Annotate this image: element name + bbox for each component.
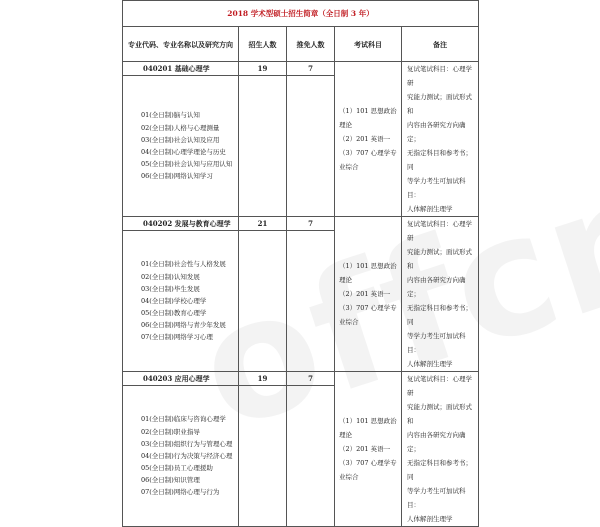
major-row: [123, 62, 479, 76]
research-directions: [123, 386, 239, 527]
header-enroll: 招生人数: [239, 27, 287, 62]
major-row: [123, 372, 479, 386]
direction-item: 01(全日制)社会性与人格发展: [141, 260, 226, 269]
exam-line: （2）201 英语一: [339, 445, 391, 453]
remark-line: 究能力测试；面试形式和: [407, 403, 472, 425]
direction-item: 01(全日制)脑与认知: [141, 111, 200, 120]
remarks: [402, 62, 479, 217]
empty-cell: [287, 231, 335, 372]
admissions-table: [122, 0, 479, 527]
major-name: 040201 基础心理学: [123, 62, 239, 76]
exam-line: 理论: [339, 121, 352, 129]
enroll-count: 21: [239, 217, 287, 231]
exam-line: （3）707 心理学专: [339, 459, 397, 467]
header-exam: 考试科目: [335, 27, 402, 62]
remark-line: 复试笔试科目：心理学研: [407, 220, 472, 242]
empty-cell: [287, 76, 335, 217]
remarks: [402, 372, 479, 527]
exam-line: 理论: [339, 276, 352, 284]
remark-line: 等学力考生可加试科目：: [407, 487, 466, 509]
exam-subjects: [335, 372, 402, 527]
exam-line: （3）707 心理学专: [339, 149, 397, 157]
exempt-count: 7: [287, 217, 335, 231]
direction-item: 02(全日制)职业指导: [141, 427, 200, 436]
exempt-count: 7: [287, 62, 335, 76]
direction-item: 02(全日制)认知发展: [141, 272, 200, 281]
direction-item: 01(全日制)临床与咨询心理学: [141, 415, 226, 424]
empty-cell: [239, 231, 287, 372]
header-exempt: 推免人数: [287, 27, 335, 62]
direction-item: 05(全日制)员工心理援助: [141, 464, 213, 473]
direction-item: 06(全日制)网络认知学习: [141, 172, 213, 181]
remark-line: 人体解剖生理学: [407, 515, 453, 523]
exam-line: 业综合: [339, 318, 359, 326]
exam-line: 理论: [339, 431, 352, 439]
major-name: 040203 应用心理学: [123, 372, 239, 386]
remark-line: 等学力考生可加试科目：: [407, 332, 466, 354]
empty-cell: [287, 386, 335, 527]
remark-line: 究能力测试；面试形式和: [407, 248, 472, 270]
direction-item: 07(全日制)网络学习心理: [141, 333, 213, 342]
exam-line: （2）201 英语一: [339, 290, 391, 298]
exam-subjects: [335, 217, 402, 372]
remark-line: 等学力考生可加试科目：: [407, 177, 466, 199]
direction-item: 06(全日制)知识管理: [141, 476, 200, 485]
major-row: [123, 217, 479, 231]
exam-line: （2）201 英语一: [339, 135, 391, 143]
empty-cell: [239, 386, 287, 527]
remark-line: 无指定科目和参考书；同: [407, 459, 472, 481]
header-major: 专业代码、专业名称以及研究方向: [123, 27, 239, 62]
remarks: [402, 217, 479, 372]
research-directions: [123, 76, 239, 217]
header-note: 备注: [402, 27, 479, 62]
empty-cell: [239, 76, 287, 217]
table-title: 2018 学术型硕士招生简章（全日制 3 年）: [123, 1, 479, 27]
direction-item: 04(全日制)学校心理学: [141, 296, 207, 305]
exam-line: 业综合: [339, 163, 359, 171]
direction-item: 03(全日制)社会认知及应用: [141, 135, 220, 144]
remark-line: 无指定科目和参考书；同: [407, 304, 472, 326]
remark-line: 内容由各研究方向确定；: [407, 431, 466, 453]
direction-item: 03(全日制)毕生发展: [141, 284, 200, 293]
major-name: 040202 发展与教育心理学: [123, 217, 239, 231]
exam-line: （1）101 思想政治: [339, 417, 397, 425]
exam-subjects: [335, 62, 402, 217]
research-directions: [123, 231, 239, 372]
enroll-count: 19: [239, 62, 287, 76]
direction-item: 05(全日制)教育心理学: [141, 309, 207, 318]
remark-line: 复试笔试科目：心理学研: [407, 375, 472, 397]
direction-item: 06(全日制)网络与青少年发展: [141, 321, 226, 330]
direction-item: 07(全日制)网络心理与行为: [141, 488, 220, 497]
exam-line: 业综合: [339, 473, 359, 481]
exam-line: （3）707 心理学专: [339, 304, 397, 312]
enroll-count: 19: [239, 372, 287, 386]
exam-line: （1）101 思想政治: [339, 107, 397, 115]
remark-line: 复试笔试科目：心理学研: [407, 65, 472, 87]
direction-item: 04(全日制)心理学理论与历史: [141, 148, 226, 156]
header-row: [123, 27, 479, 62]
direction-item: 04(全日制)行为决策与经济心理: [141, 451, 233, 460]
direction-item: 03(全日制)组织行为与管理心理: [141, 439, 233, 448]
remark-line: 人体解剖生理学: [407, 360, 453, 368]
remark-line: 无指定科目和参考书；同: [407, 149, 472, 171]
remark-line: 人体解剖生理学: [407, 205, 453, 213]
direction-item: 02(全日制)人格与心理测量: [141, 123, 220, 132]
remark-line: 究能力测试；面试形式和: [407, 93, 472, 115]
direction-item: 05(全日制)社会认知与应用认知: [141, 160, 233, 169]
remark-line: 内容由各研究方向确定；: [407, 276, 466, 298]
exempt-count: 7: [287, 372, 335, 386]
exam-line: （1）101 思想政治: [339, 262, 397, 270]
remark-line: 内容由各研究方向确定；: [407, 121, 466, 143]
